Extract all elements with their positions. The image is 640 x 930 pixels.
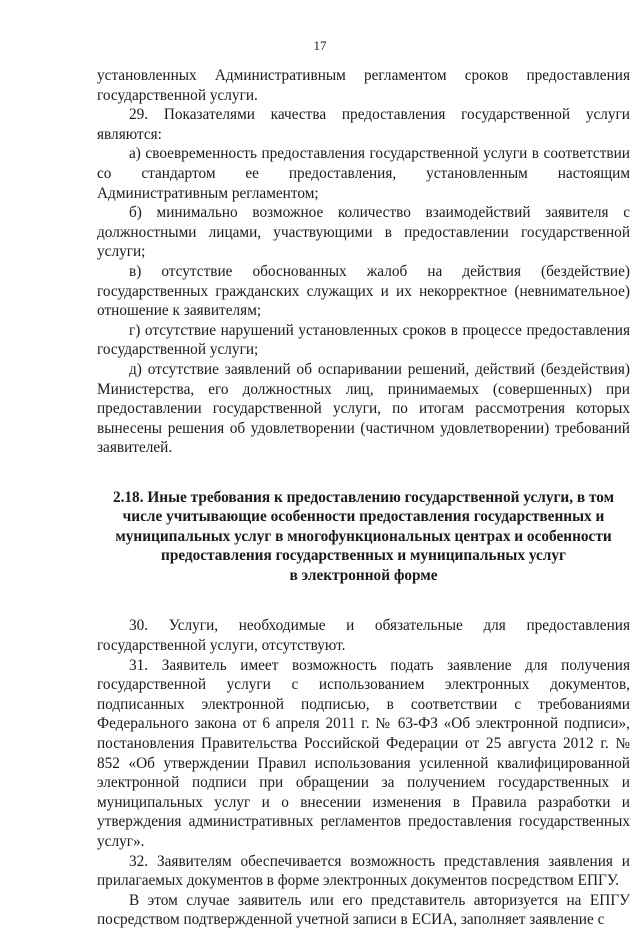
paragraph-32: 32. Заявителям обеспечивается возможность представления заявления и прилагаемых документов в форме электронных документов посредством ЕПГУ. [97, 852, 630, 890]
paragraph-29-a: а) своевременность предоставления государственной услуги в соответствии со стандартом ее предоставления, установленным настоящим Административным регламентом; [97, 145, 630, 202]
paragraph-29-b: б) минимально возможное количество взаимодействий заявителя с должностными лицами, участвующими в предоставлении государственной услуги; [97, 204, 630, 261]
section-heading-2-18 [97, 488, 630, 586]
paragraph-32-continued: В этом случае заявитель или его представитель авторизуется на ЕПГУ посредством подтвержденной учетной записи в ЕСИА, заполняет заявление с [97, 891, 630, 929]
paragraph-31: 31. Заявитель имеет возможность подать заявление для получения государственной услуги с использованием электронных документов, подписанных электронной подписью, в соответствии с требованиями Федерального закона от 6 апреля 2011 г. № 63-ФЗ «Об электронной подписи», постановления Правительства Российской Федерации от 25 августа 2012 г. № 852 «Об утверждении Правил использования усиленной квалифицированной электронной подписи при обращении за получением государственных и муниципальных услуг и о внесении изменения в Правила разработки и утверждения административных регламентов предоставления государственных услуг». [97, 656, 630, 850]
paragraph-29-g: г) отсутствие нарушений установленных сроков в процессе предоставления государственной услуги; [97, 321, 630, 359]
paragraph-29: 29. Показателями качества предоставления государственной услуги являются: [97, 106, 630, 143]
paragraph-continuation: установленных Административным регламентом сроков предоставления государственной услуги. [97, 67, 630, 104]
heading-line: предоставления государственных и муниципальных услуг [161, 547, 566, 565]
heading-line: 2.18. Иные требования к предоставлению государственной услуги, в том [112, 488, 615, 506]
heading-line: муниципальных услуг в многофункциональных центрах и особенности [115, 527, 612, 545]
document-body [97, 66, 630, 930]
paragraph-30: 30. Услуги, необходимые и обязательные для предоставления государственной услуги, отсутствуют. [97, 617, 630, 654]
heading-line: числе учитывающие особенности предоставления государственных и [122, 508, 605, 526]
paragraph-29-d: д) отсутствие заявлений об оспаривании решений, действий (бездействия) Министерства, его должностных лиц, принимаемых (совершенных) при предоставлении государственной услуги, по итогам рассмотрения которых вынесены решения об удовлетворении (частичном удовлетворении) требований заявителей. [97, 360, 630, 457]
heading-line: в электронной форме [289, 566, 438, 584]
page-number: 17 [313, 38, 327, 53]
paragraph-29-v: в) отсутствие обоснованных жалоб на действия (бездействие) государственных гражданских служащих и их некорректное (невнимательное) отношение к заявителям; [97, 262, 630, 320]
